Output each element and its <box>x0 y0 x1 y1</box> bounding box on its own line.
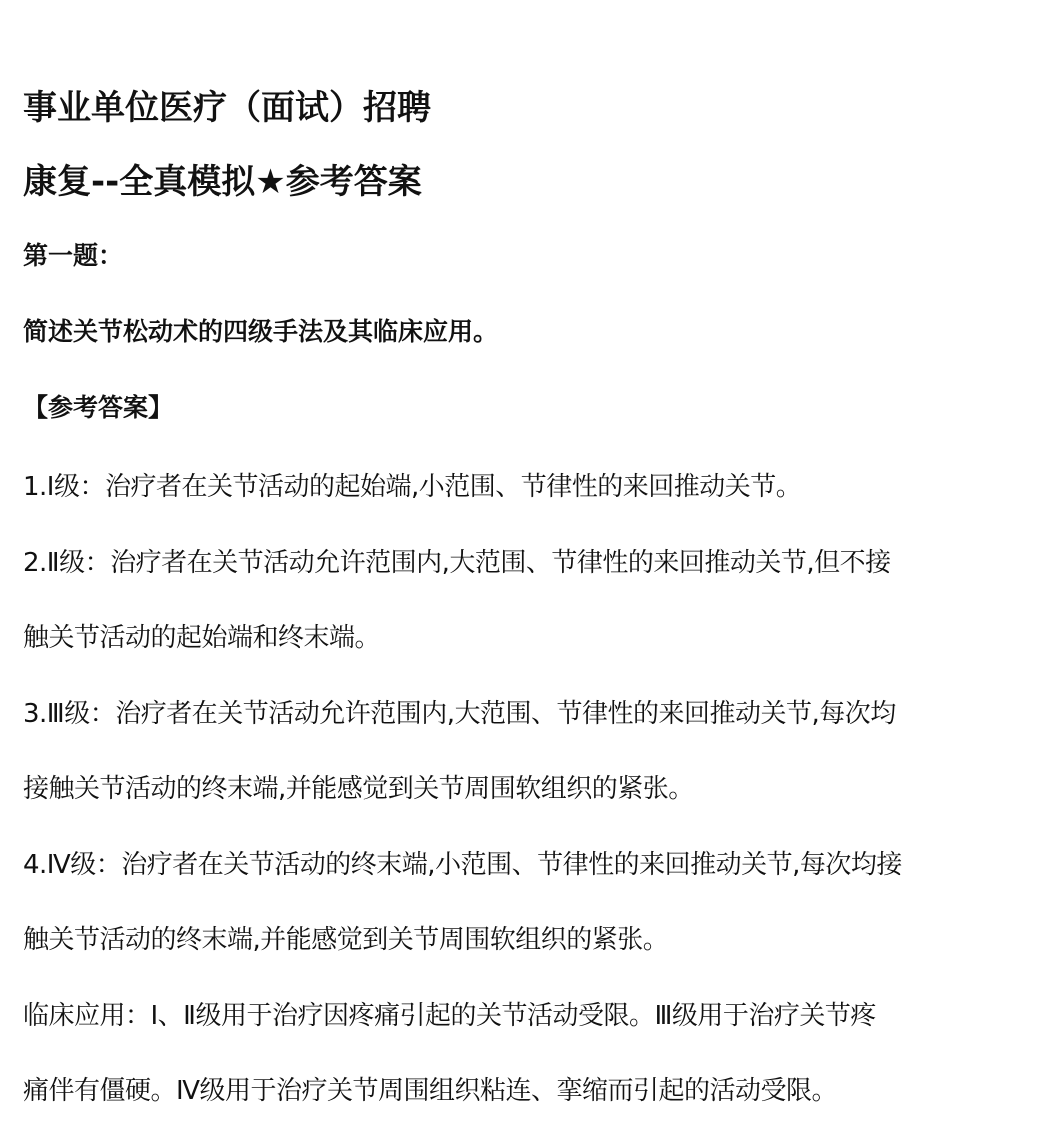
question-label: 第一题： <box>23 241 124 270</box>
question-text: 简述关节松动术的四级手法及其临床应用。 <box>23 317 499 346</box>
answer-line: 触关节活动的起始端和终末端。 <box>23 623 381 653</box>
answer-line: 4.Ⅳ级：治疗者在关节活动的终末端,小范围、节律性的来回推动关节,每次均接 <box>23 849 902 880</box>
answer-line: 触关节活动的终末端,并能感觉到关节周围软组织的紧张。 <box>23 925 669 955</box>
answer-line: 临床应用：Ⅰ、Ⅱ级用于治疗因疼痛引起的关节活动受限。Ⅲ级用于治疗关节疼 <box>23 1000 876 1031</box>
answer-label: 【参考答案】 <box>23 393 174 422</box>
document-title-line1: 事业单位医疗（面试）招聘 <box>23 88 431 128</box>
answer-line: 接触关节活动的终末端,并能感觉到关节周围软组织的紧张。 <box>23 774 694 804</box>
document-title-line2: 康复--全真模拟★参考答案 <box>23 162 422 202</box>
answer-line: 1.Ⅰ级：治疗者在关节活动的起始端,小范围、节律性的来回推动关节。 <box>23 472 802 502</box>
answer-line: 3.Ⅲ级：治疗者在关节活动允许范围内,大范围、节律性的来回推动关节,每次均 <box>23 698 896 729</box>
answer-body <box>23 450 1032 1130</box>
answer-line: 痛伴有僵硬。Ⅳ级用于治疗关节周围组织粘连、挛缩而引起的活动受限。 <box>23 1076 837 1106</box>
answer-line: 2.Ⅱ级：治疗者在关节活动允许范围内,大范围、节律性的来回推动关节,但不接 <box>23 547 891 578</box>
